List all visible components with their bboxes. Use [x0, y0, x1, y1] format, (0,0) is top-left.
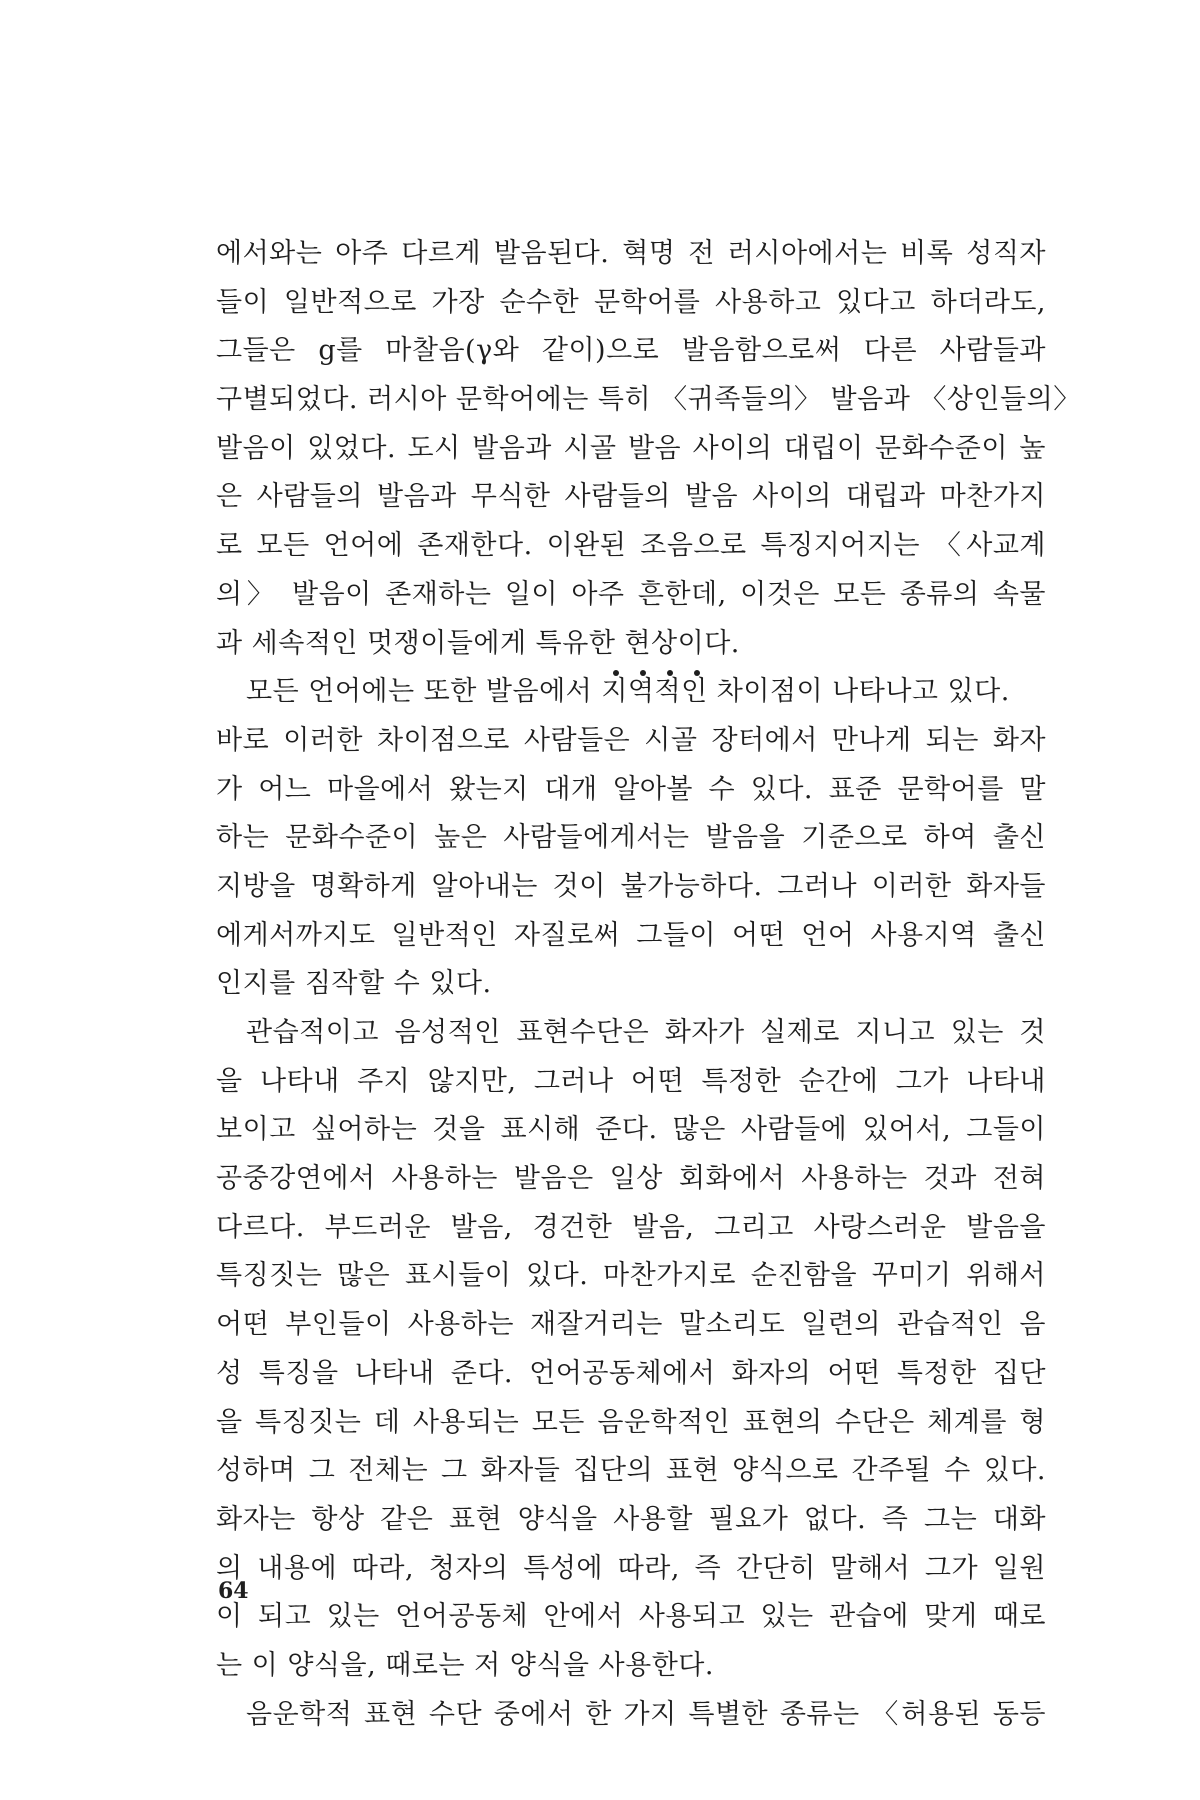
text-line: 특징짓는 많은 표시들이 있다. 마찬가지로 순진함을 꾸미기 위해서: [216, 1260, 1046, 1292]
text-line-with-emphasis: [216, 668, 1046, 717]
text-line: 구별되었다. 러시아 문학어에는 특히 〈귀족들의〉 발음과 〈상인들의〉: [216, 384, 1081, 416]
text-line: 관습적이고 음성적인 표현수단은 화자가 실제로 지니고 있는 것: [246, 1017, 1046, 1048]
text-line: 발음이 있었다. 도시 발음과 시골 발음 사이의 대립이 문화수준이 높: [216, 432, 1046, 464]
text-line: 음운학적 표현 수단 중에서 한 가지 특별한 종류는 〈허용된 동등: [246, 1698, 1046, 1730]
body-text: [216, 230, 1081, 1739]
text-segment: 모든 언어에는 또한 발음에서: [246, 676, 602, 708]
text-line: 은 사람들의 발음과 무식한 사람들의 발음 사이의 대립과 마찬가지: [216, 481, 1046, 513]
text-line: 바로 이러한 차이점으로 사람들은 시골 장터에서 만나게 되는 화자: [216, 724, 1046, 756]
text-line: 인지를 짐작할 수 있다.: [216, 968, 492, 1000]
text-line: 에게서까지도 일반적인 자질로써 그들이 어떤 언어 사용지역 출신: [216, 919, 1046, 951]
text-line: 성 특징을 나타내 준다. 언어공동체에서 화자의 어떤 특정한 집단: [216, 1357, 1046, 1389]
emphasis-text: 지역적인: [601, 676, 708, 708]
text-line: 다르다. 부드러운 발음, 경건한 발음, 그리고 사랑스러운 발음을: [216, 1211, 1046, 1243]
text-line: 보이고 싶어하는 것을 표시해 준다. 많은 사람들에 있어서, 그들이: [216, 1114, 1046, 1146]
text-line: 로 모든 언어에 존재한다. 이완된 조음으로 특징지어지는 〈사교계: [216, 530, 1046, 562]
text-line: 성하며 그 전체는 그 화자들 집단의 표현 양식으로 간주될 수 있다.: [216, 1455, 1046, 1487]
text-line: 에서와는 아주 다르게 발음된다. 혁명 전 러시아에서는 비록 성직자: [216, 238, 1046, 269]
text-line: 공중강연에서 사용하는 발음은 일상 회화에서 사용하는 것과 전혀: [216, 1163, 1046, 1195]
page-number: 64: [218, 1578, 249, 1604]
text-line: 을 특징짓는 데 사용되는 모든 음운학적인 표현의 수단은 체계를 형: [216, 1406, 1046, 1438]
text-line: 과 세속적인 멋쟁이들에게 특유한 현상이다.: [216, 627, 740, 659]
text-line: 는 이 양식을, 때로는 저 양식을 사용한다.: [216, 1649, 714, 1681]
text-line: 지방을 명확하게 알아내는 것이 불가능하다. 그러나 이러한 화자들: [216, 870, 1046, 902]
text-line: 화자는 항상 같은 표현 양식을 사용할 필요가 없다. 즉 그는 대화: [216, 1503, 1046, 1535]
emphasized-word: [601, 668, 707, 717]
text-line: 을 나타내 주지 않지만, 그러나 어떤 특정한 순간에 그가 나타내: [216, 1065, 1046, 1097]
text-line: 들이 일반적으로 가장 순수한 문학어를 사용하고 있다고 하더라도,: [216, 286, 1046, 318]
text-segment: 차이점이 나타나고 있다.: [707, 676, 1010, 708]
text-line: 가 어느 마을에서 왔는지 대개 알아볼 수 있다. 표준 문학어를 말: [216, 773, 1046, 805]
text-line: 의 내용에 따라, 청자의 특성에 따라, 즉 간단히 말해서 그가 일원: [216, 1552, 1046, 1584]
text-line: 하는 문화수준이 높은 사람들에게서는 발음을 기준으로 하여 출신: [216, 822, 1046, 854]
text-line: 의〉 발음이 존재하는 일이 아주 흔한데, 이것은 모든 종류의 속물: [216, 578, 1046, 610]
text-line: 어떤 부인들이 사용하는 재잘거리는 말소리도 일련의 관습적인 음: [216, 1309, 1046, 1341]
text-line: 이 되고 있는 언어공동체 안에서 사용되고 있는 관습에 맞게 때로: [216, 1601, 1046, 1633]
text-line: 그들은 g를 마찰음(γ와 같이)으로 발음함으로써 다른 사람들과: [216, 335, 1046, 367]
